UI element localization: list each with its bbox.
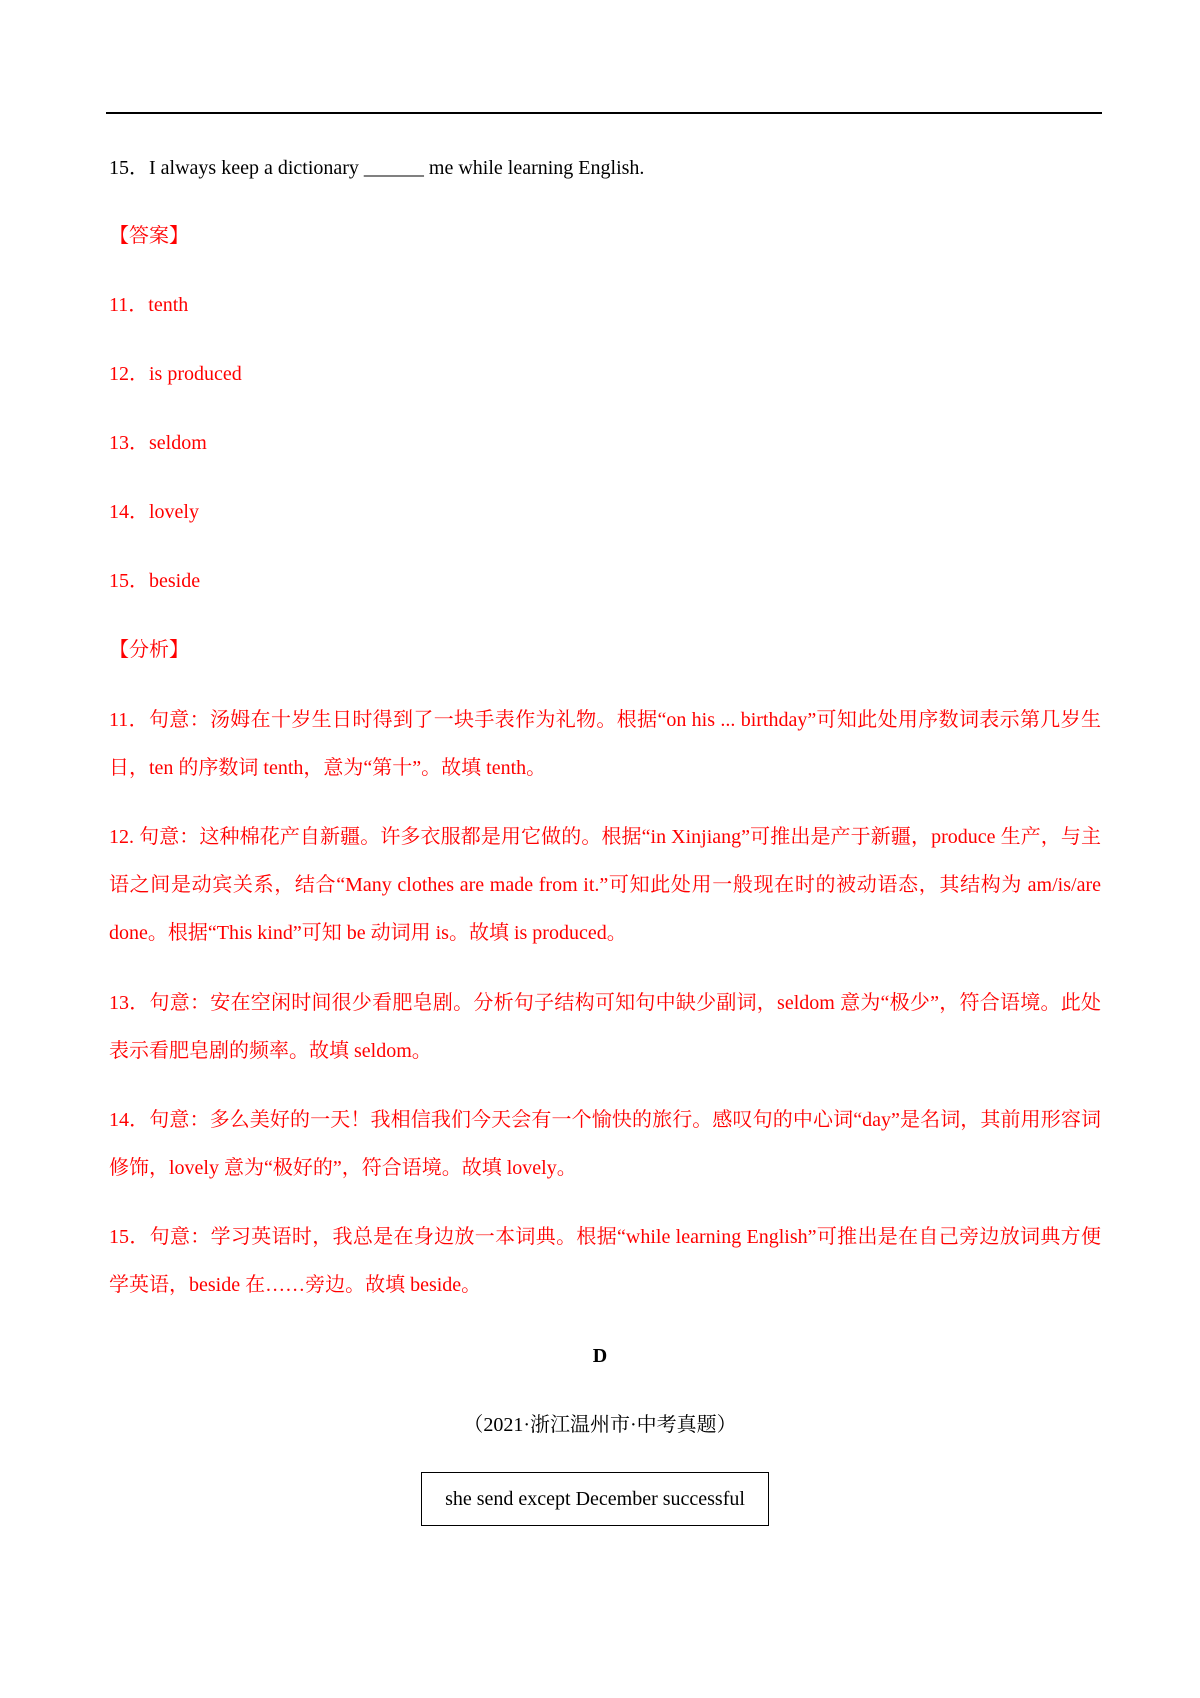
answer-item-11: 11．tenth xyxy=(109,294,189,316)
section-d-title: D xyxy=(592,1345,608,1367)
analysis-item-11: 11．句意：汤姆在十岁生日时得到了一块手表作为礼物。根据“on his ... birthday”可知此处用序数词表示第几岁生日，ten 的序数词 tenth，意为“第十”。故填 tenth。 xyxy=(109,709,1101,779)
header-rule xyxy=(106,112,1102,114)
section-d-source: （2021·浙江温州市·中考真题） xyxy=(463,1414,737,1436)
analysis-item-14: 14．句意：多么美好的一天！我相信我们今天会有一个愉快的旅行。感叹句的中心词“day”是名词，其前用形容词修饰，lovely 意为“极好的”，符合语境。故填 lovely。 xyxy=(109,1109,1101,1179)
analysis-heading: 【分析】 xyxy=(109,639,189,661)
word-bank-box xyxy=(421,1472,769,1526)
word-bank-text: she send except December successful xyxy=(445,1487,745,1510)
answer-item-13: 13．seldom xyxy=(109,432,207,454)
question-15: 15．I always keep a dictionary ______ me while learning English. xyxy=(109,157,645,179)
answer-heading: 【答案】 xyxy=(109,225,189,247)
analysis-item-12: 12. 句意：这种棉花产自新疆。许多衣服都是用它做的。根据“in Xinjiang”可推出是产于新疆，produce 生产，与主语之间是动宾关系，结合“Many clothes are made from it.”可知此处用一般现在时的被动语态，其结构为 am/is/are done。根据“This kind”可知 be 动词用 is。故填 is produced。 xyxy=(109,826,1101,944)
answer-item-15: 15．beside xyxy=(109,570,201,592)
analysis-item-13: 13．句意：安在空闲时间很少看肥皂剧。分析句子结构可知句中缺少副词，seldom 意为“极少”，符合语境。此处表示看肥皂剧的频率。故填 seldom。 xyxy=(109,992,1101,1062)
answer-item-12: 12．is produced xyxy=(109,363,242,385)
answer-item-14: 14．lovely xyxy=(109,501,199,523)
analysis-item-15: 15．句意：学习英语时，我总是在身边放一本词典。根据“while learning English”可推出是在自己旁边放词典方便学英语，beside 在……旁边。故填 beside。 xyxy=(109,1226,1101,1296)
